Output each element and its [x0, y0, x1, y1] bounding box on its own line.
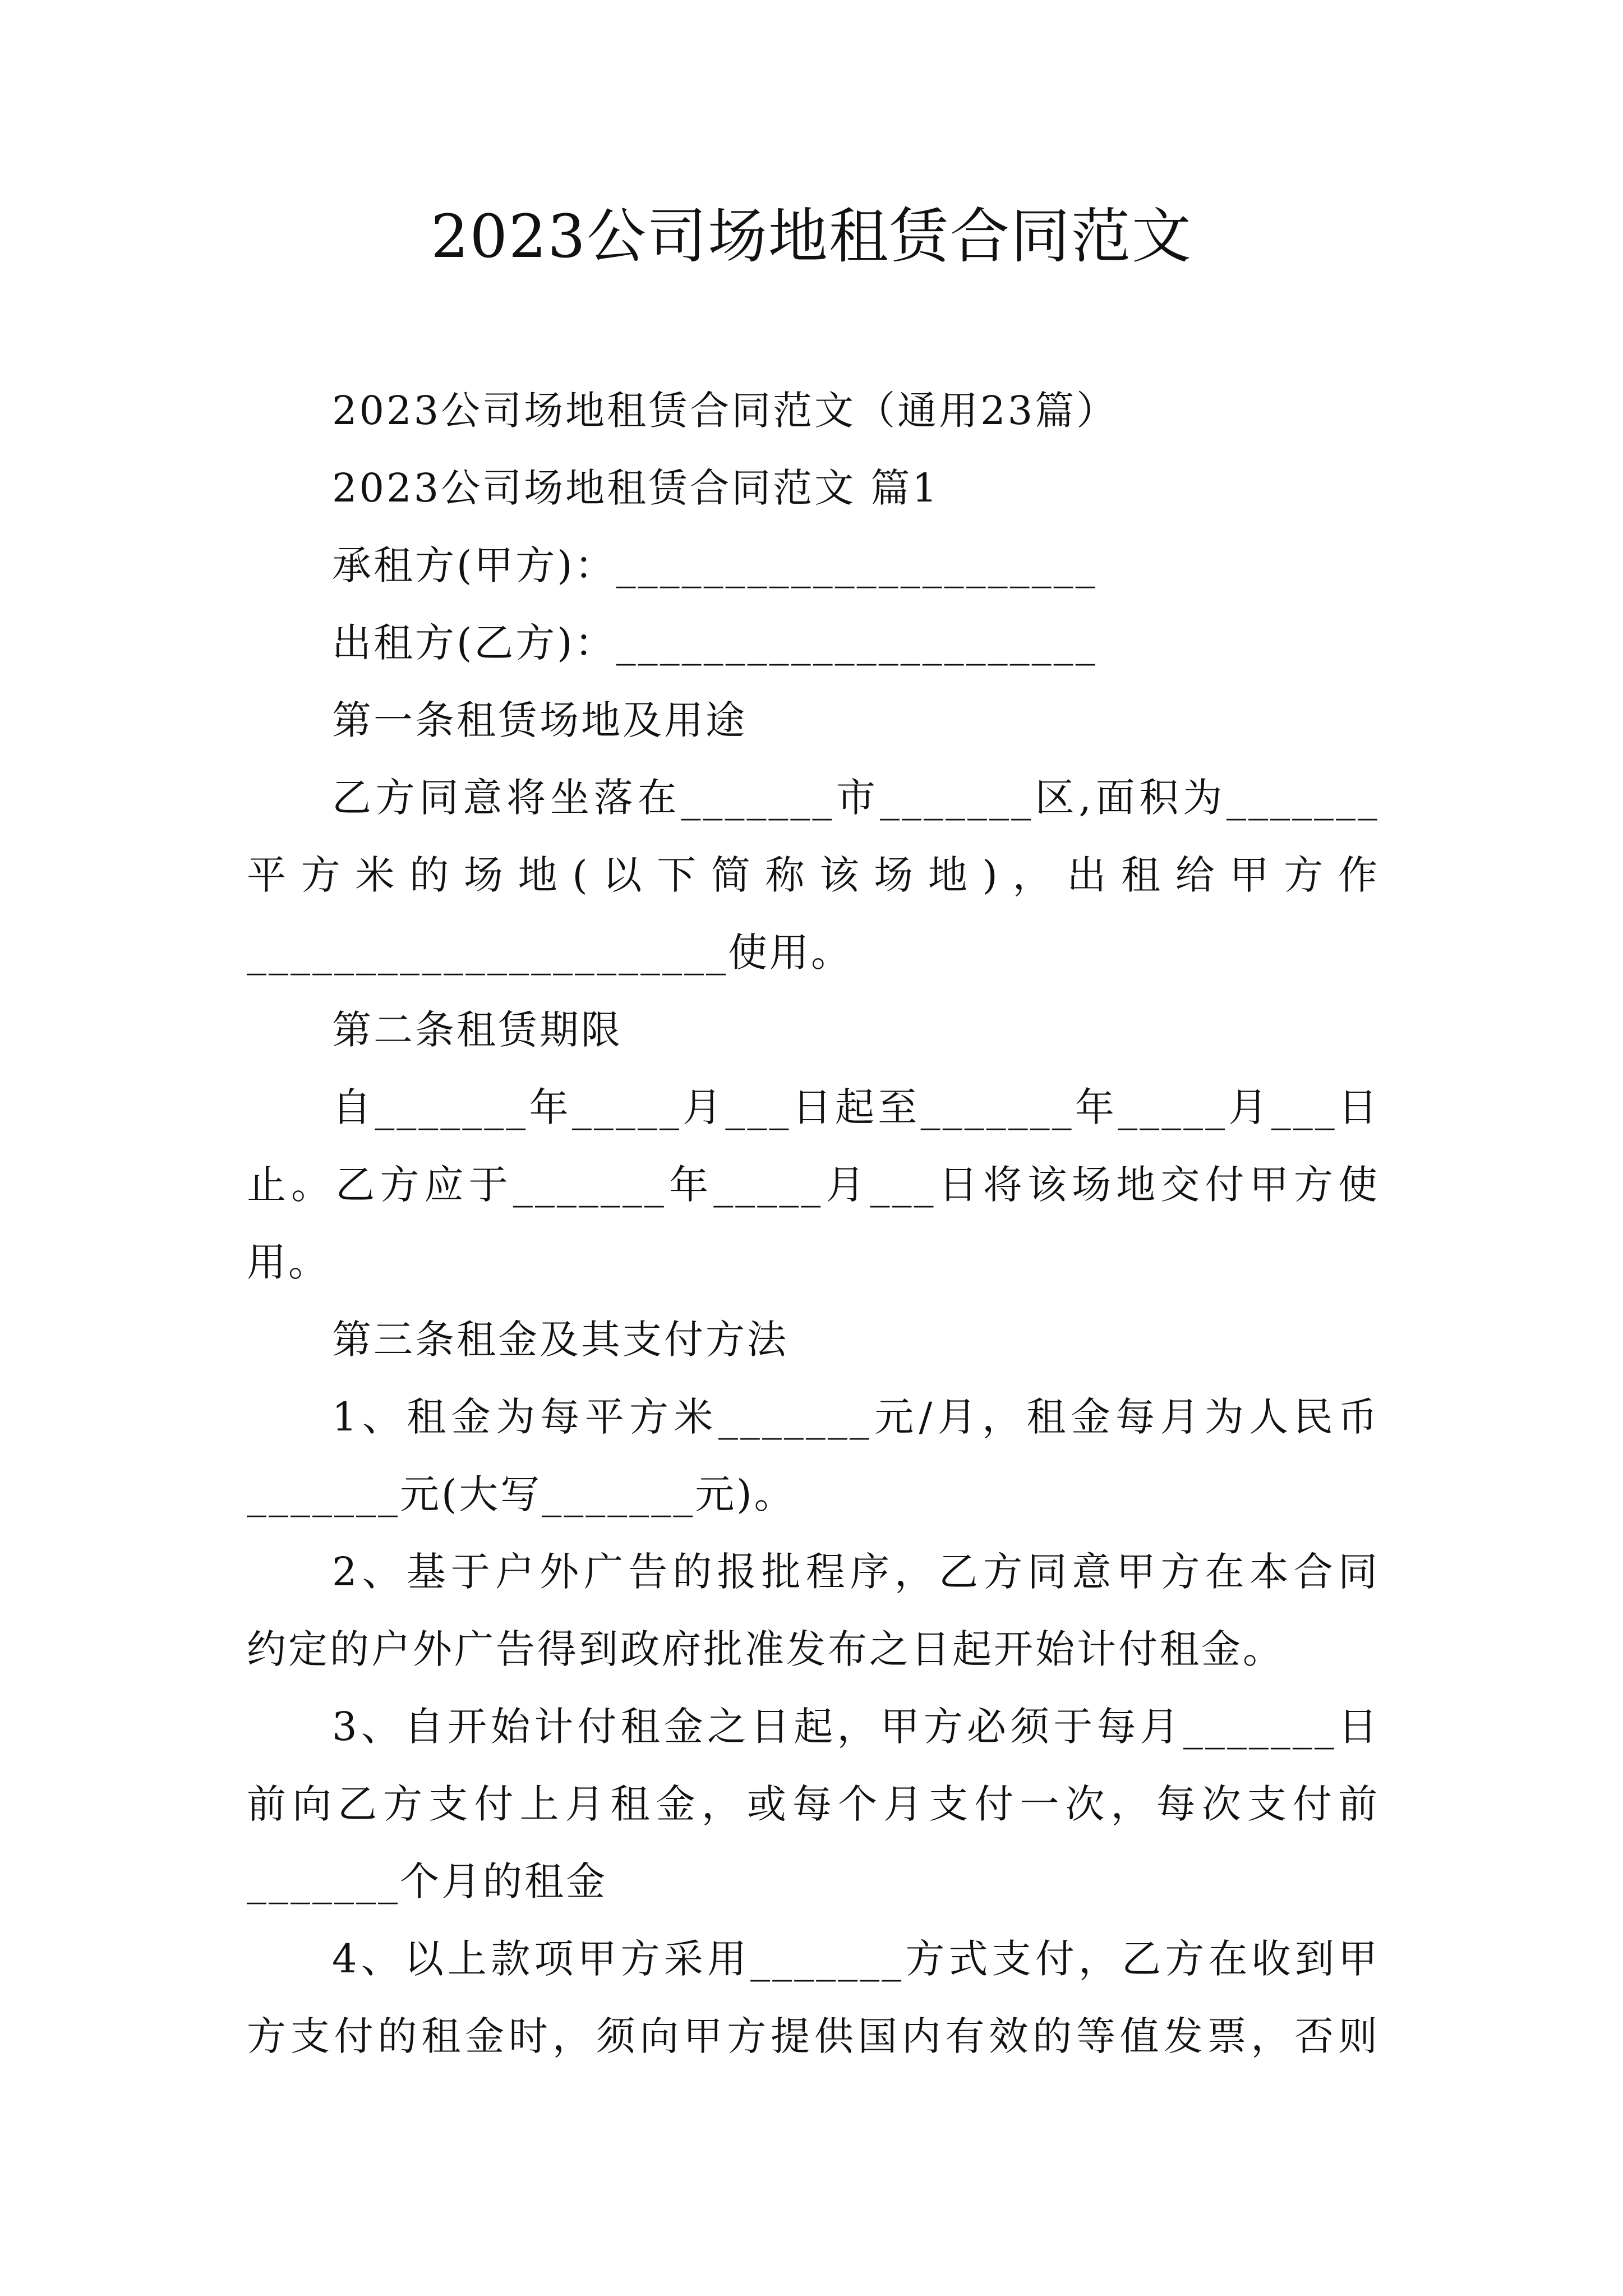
paragraph-line: 4、以上款项甲方采用_______方式支付，乙方在收到甲 [332, 1936, 1380, 1982]
paragraph-line: 乙方同意将坐落在_______市_______区,面积为_______ [332, 775, 1380, 821]
paragraph-line: 3、自开始计付租金之日起，甲方必须于每月_______日 [332, 1704, 1380, 1750]
paragraph-line: 止。乙方应于_______年_____月___日将该场地交付甲方使 [247, 1162, 1380, 1208]
paragraph-line: 1、租金为每平方米_______元/月，租金每月为人民币 [332, 1394, 1380, 1440]
paragraph-line: 前向乙方支付上月租金，或每个月支付一次，每次支付前 [247, 1781, 1380, 1827]
paragraph-line: 约定的户外广告得到政府批准发布之日起开始计付租金。 [247, 1626, 1284, 1672]
paragraph-line: _______元(大写_______元)。 [247, 1471, 796, 1517]
paragraph-line: 2、基于户外广告的报批程序，乙方同意甲方在本合同 [332, 1549, 1380, 1595]
article-heading: 第二条租赁期限 [332, 1007, 623, 1053]
paragraph-line: 自_______年_____月___日起至_______年_____月___日 [332, 1084, 1380, 1130]
lessee-line: 承租方(甲方)：______________________ [332, 542, 1098, 588]
article-heading: 第三条租金及其支付方法 [332, 1317, 789, 1363]
lessor-line: 出租方(乙方)：______________________ [332, 620, 1098, 666]
paragraph-line: 方支付的租金时，须向甲方提供国内有效的等值发票，否则 [247, 2013, 1380, 2059]
document-title: 2023公司场地租赁合同范文 [431, 202, 1192, 271]
paragraph-line: _______个月的租金 [247, 1858, 607, 1904]
section-heading: 2023公司场地租赁合同范文 篇1 [332, 465, 939, 511]
subtitle-line: 2023公司场地租赁合同范文（通用23篇） [332, 388, 1118, 434]
article-heading: 第一条租赁场地及用途 [332, 697, 747, 743]
paragraph-line: 平方米的场地(以下简称该场地)，出租给甲方作 [247, 852, 1380, 898]
paragraph-line: ______________________使用。 [247, 930, 852, 976]
paragraph-line: 用。 [247, 1239, 330, 1285]
